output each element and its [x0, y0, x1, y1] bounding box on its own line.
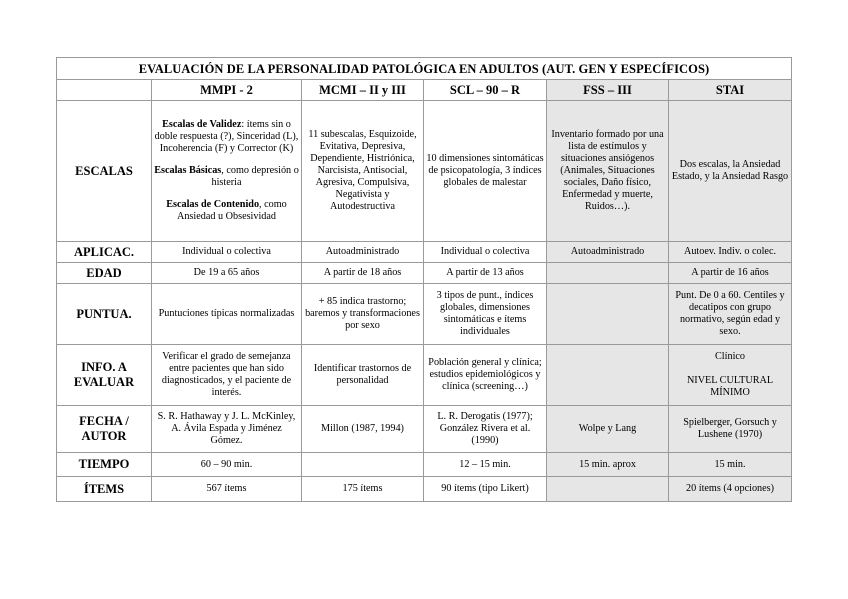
cell-items-scl: 90 ítems (tipo Likert): [424, 477, 547, 502]
cell-escalas-fss: Inventario formado por una lista de estímulos y situaciones ansiógenos (Animales, Situaciones sociales, Daño físico, Enfermedad y muerte, Ruidos…).: [547, 101, 669, 242]
info-stai-line1: Clínico: [715, 351, 746, 362]
cell-fecha-mmpi: S. R. Hathaway y J. L. McKinley, A. Ávila Espada y Jiménez Gómez.: [152, 406, 302, 453]
table-title: EVALUACIÓN DE LA PERSONALIDAD PATOLÓGICA EN ADULTOS (AUT. GEN Y ESPECÍFICOS): [57, 58, 792, 80]
table-row: [57, 284, 792, 345]
cell-info-mcmi: Identificar trastornos de personalidad: [302, 345, 424, 406]
row-label-items: ÍTEMS: [57, 477, 152, 502]
cell-puntua-fss: [547, 284, 669, 345]
header-scl: SCL – 90 – R: [424, 80, 547, 101]
cell-aplicac-fss: Autoadministrado: [547, 242, 669, 263]
cell-escalas-scl: 10 dimensiones sintomáticas de psicopatología, 3 índices globales de malestar: [424, 101, 547, 242]
cell-items-mcmi: 175 ítems: [302, 477, 424, 502]
cell-puntua-mmpi: Puntuciones típicas normalizadas: [152, 284, 302, 345]
cell-tiempo-scl: 12 – 15 min.: [424, 453, 547, 477]
row-label-edad: EDAD: [57, 263, 152, 284]
header-mmpi: MMPI - 2: [152, 80, 302, 101]
cell-escalas-stai: Dos escalas, la Ansiedad Estado, y la Ansiedad Rasgo: [669, 101, 792, 242]
header-mcmi: MCMI – II y III: [302, 80, 424, 101]
validez-text: : ítems sin o doble respuesta (?), Sinceridad (L), Incoherencia (F) y Corrector (K): [154, 119, 299, 154]
row-label-puntua: PUNTUA.: [57, 284, 152, 345]
cell-tiempo-stai: 15 min.: [669, 453, 792, 477]
contenido-text: , como Ansiedad u Obsesividad: [176, 199, 287, 222]
cell-fecha-stai: Spielberger, Gorsuch y Lushene (1970): [669, 406, 792, 453]
cell-info-scl: Población general y clínica; estudios epidemiológicos y clínica (screening…): [424, 345, 547, 406]
cell-puntua-stai: Punt. De 0 a 60. Centiles y decatipos con grupo normativo, según edad y sexo.: [669, 284, 792, 345]
table-row: [57, 453, 792, 477]
cell-fecha-fss: Wolpe y Lang: [547, 406, 669, 453]
table-row: [57, 242, 792, 263]
table-row: [57, 477, 792, 502]
cell-edad-mcmi: A partir de 18 años: [302, 263, 424, 284]
validez-title: Escalas de Validez: [162, 119, 242, 130]
row-label-fecha: FECHA / AUTOR: [57, 406, 152, 453]
cell-tiempo-mmpi: 60 – 90 min.: [152, 453, 302, 477]
cell-puntua-scl: 3 tipos de punt., índices globales, dimensiones sintomáticas e ítems individuales: [424, 284, 547, 345]
table-row: [57, 101, 792, 242]
cell-tiempo-fss: 15 min. aprox: [547, 453, 669, 477]
cell-aplicac-scl: Individual o colectiva: [424, 242, 547, 263]
cell-puntua-mcmi: + 85 indica trastorno; baremos y transformaciones por sexo: [302, 284, 424, 345]
cell-tiempo-mcmi: [302, 453, 424, 477]
cell-info-stai: [669, 345, 792, 406]
cell-info-fss: [547, 345, 669, 406]
row-label-tiempo: TIEMPO: [57, 453, 152, 477]
cell-edad-mmpi: De 19 a 65 años: [152, 263, 302, 284]
cell-edad-scl: A partir de 13 años: [424, 263, 547, 284]
row-label-info: INFO. A EVALUAR: [57, 345, 152, 406]
cell-fecha-mcmi: Millon (1987, 1994): [302, 406, 424, 453]
table-row: [57, 406, 792, 453]
info-stai-line2: NIVEL CULTURAL MÍNIMO: [686, 375, 774, 398]
cell-info-mmpi: Verificar el grado de semejanza entre pacientes que han sido diagnosticados, y el paciente de interés.: [152, 345, 302, 406]
cell-escalas-mcmi: 11 subescalas, Esquizoide, Evitativa, Depresiva, Dependiente, Histriónica, Narcisista, Antisocial, Agresiva, Compulsiva, Negativista y Autodestructiva: [302, 101, 424, 242]
cell-aplicac-stai: Autoev. Indiv. o colec.: [669, 242, 792, 263]
cell-escalas-mmpi: [152, 101, 302, 242]
cell-fecha-scl: L. R. Derogatis (1977); González Rivera et al. (1990): [424, 406, 547, 453]
header-fss: FSS – III: [547, 80, 669, 101]
basicas-text: , como depresión o histeria: [211, 165, 299, 188]
cell-aplicac-mmpi: Individual o colectiva: [152, 242, 302, 263]
table-row: [57, 263, 792, 284]
contenido-title: Escalas de Contenido: [166, 199, 260, 210]
header-empty: [57, 80, 152, 101]
cell-items-fss: [547, 477, 669, 502]
cell-items-stai: 20 ítems (4 opciones): [669, 477, 792, 502]
table-row: [57, 345, 792, 406]
cell-edad-fss: [547, 263, 669, 284]
cell-aplicac-mcmi: Autoadministrado: [302, 242, 424, 263]
cell-items-mmpi: 567 ítems: [152, 477, 302, 502]
cell-edad-stai: A partir de 16 años: [669, 263, 792, 284]
row-label-aplicac: APLICAC.: [57, 242, 152, 263]
row-label-escalas: ESCALAS: [57, 101, 152, 242]
personality-assessment-table: [56, 57, 792, 502]
basicas-title: Escalas Básicas: [154, 165, 222, 176]
header-stai: STAI: [669, 80, 792, 101]
